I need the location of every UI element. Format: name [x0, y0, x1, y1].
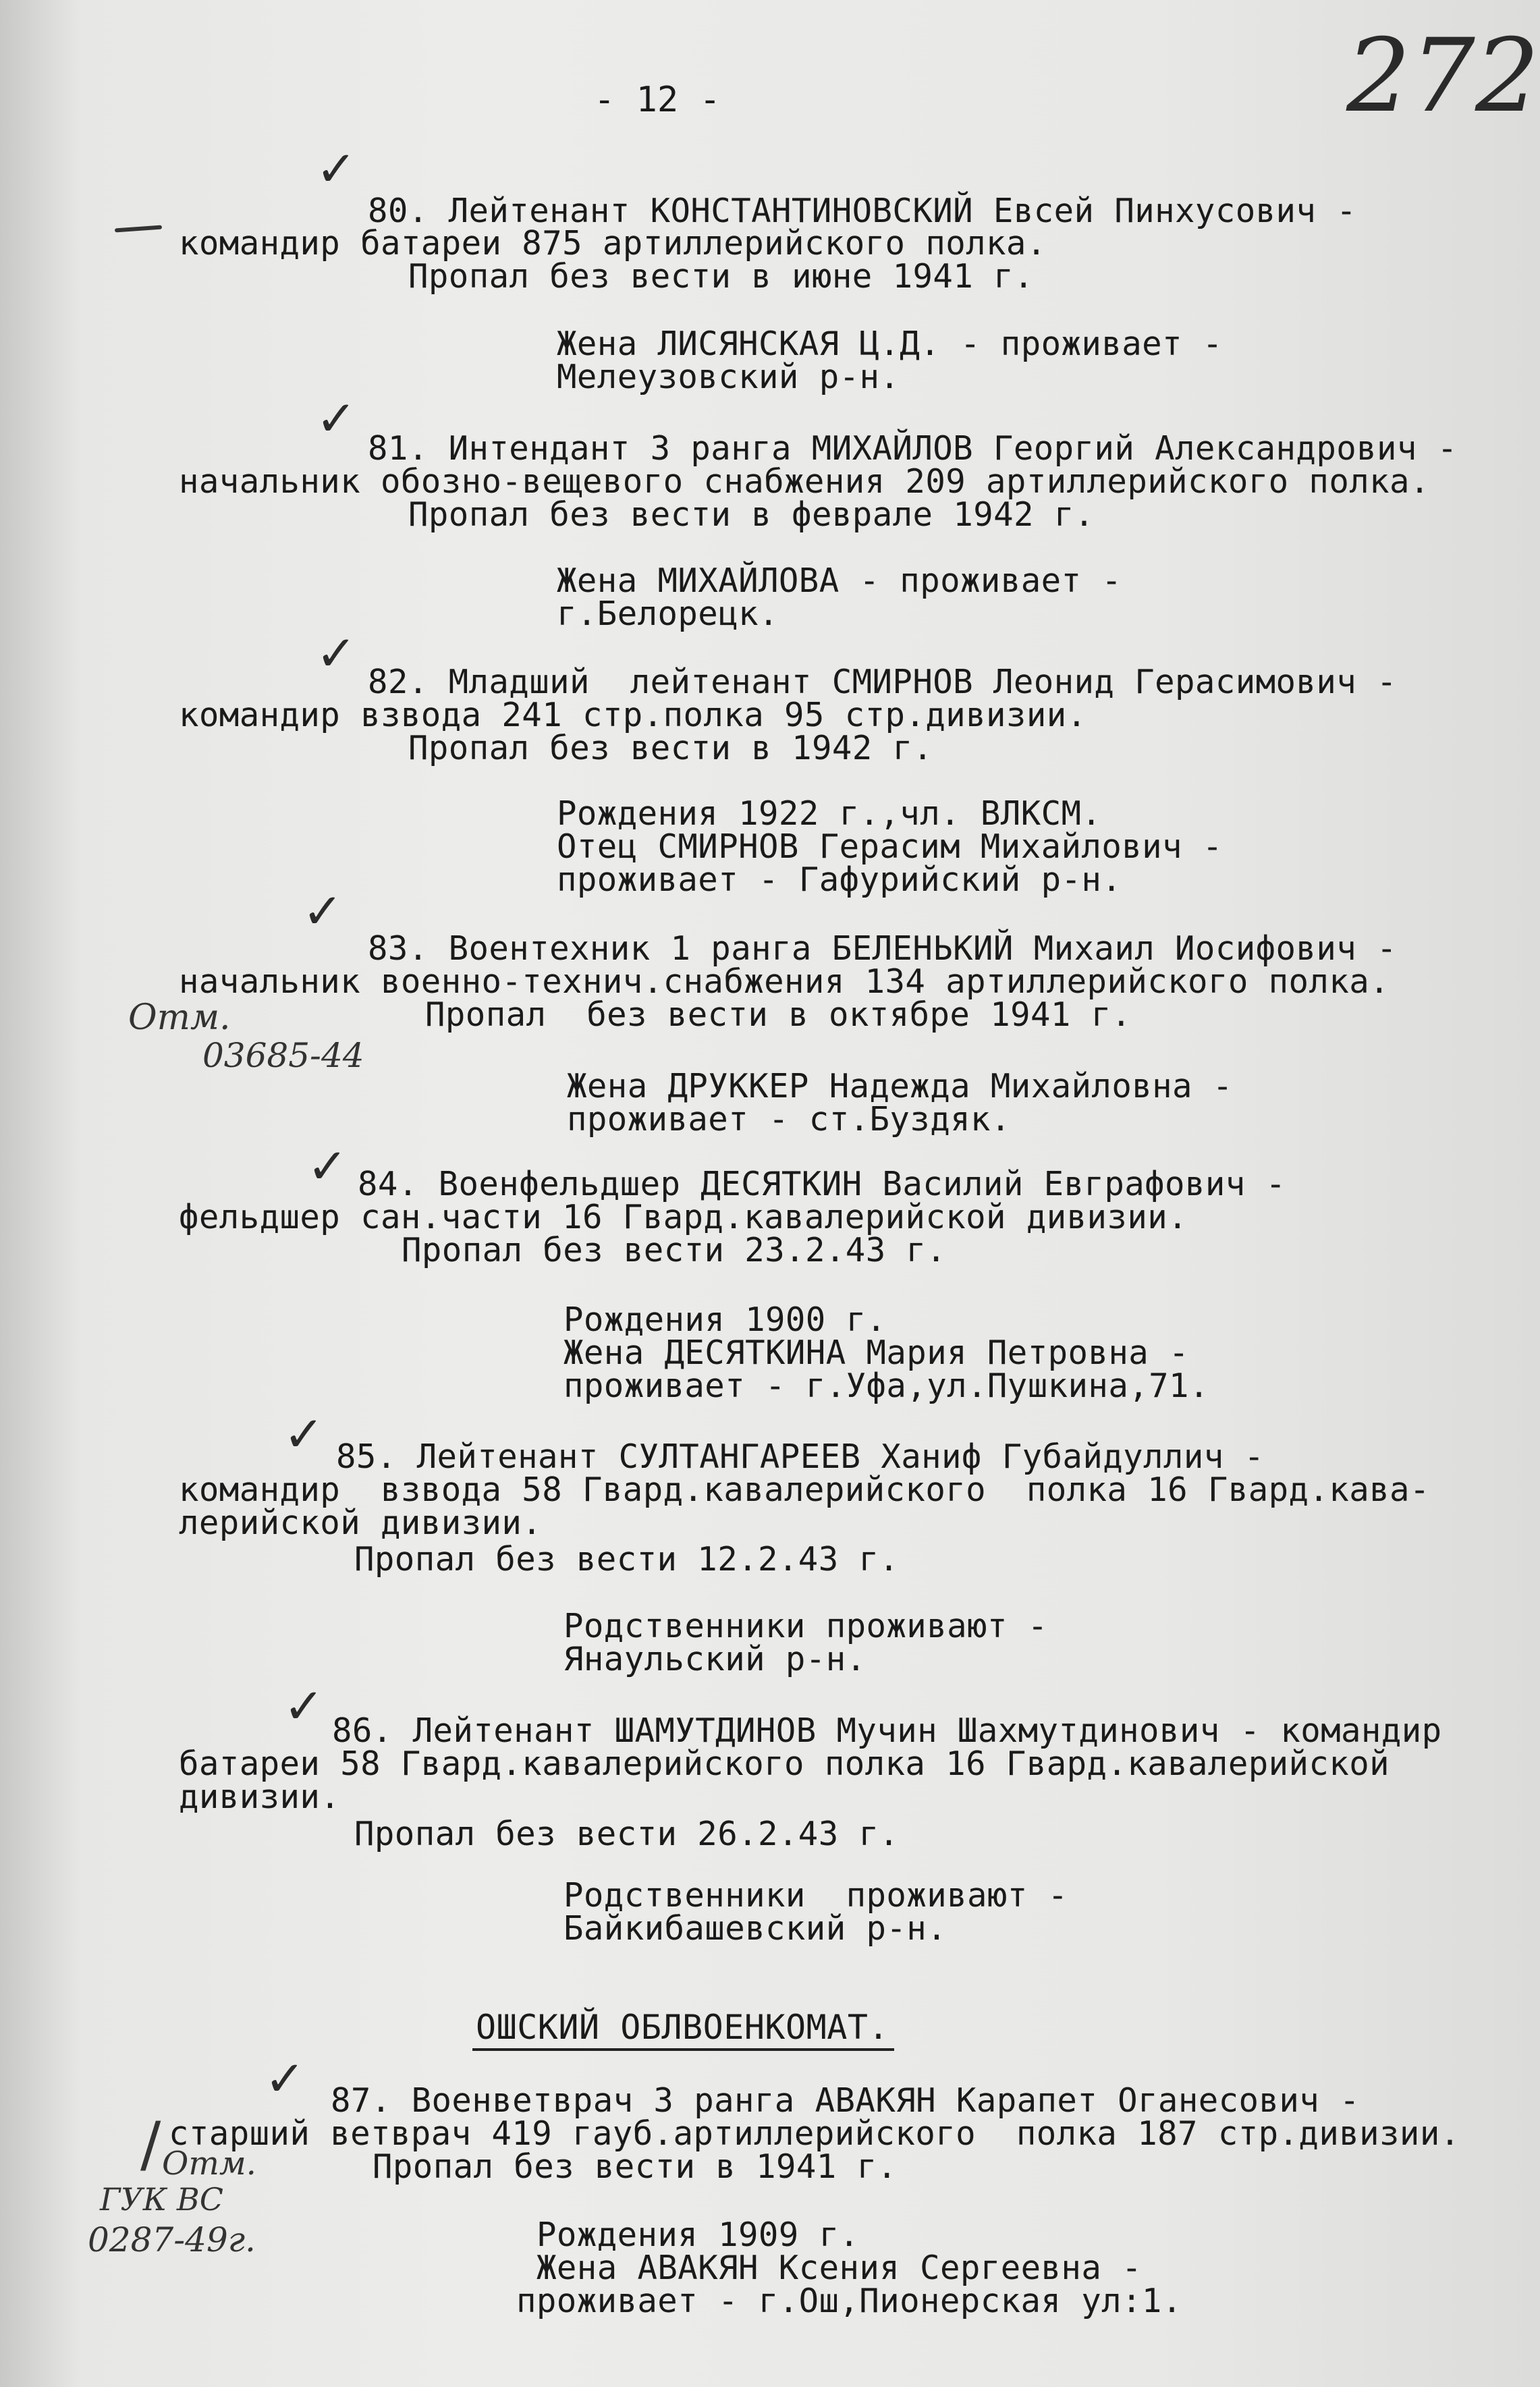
entry-83-line-1: 83. Воентехник 1 ранга БЕЛЕНЬКИЙ Михаил Иосифович -: [368, 929, 1397, 968]
margin-dash-mark: [115, 225, 162, 233]
entry-84-line-1: 84. Военфельдшер ДЕСЯТКИН Василий Евграфович -: [358, 1165, 1286, 1203]
entry-82-line-3: Пропал без вести в 1942 г.: [408, 729, 933, 767]
entry-84-line-4: Рождения 1900 г.: [563, 1300, 887, 1339]
entry-81-line-3: Пропал без вести в феврале 1942 г.: [408, 495, 1095, 534]
entry-86-line-2: батареи 58 Гвард.кавалерийского полка 16 Гвард.кавалерийской: [179, 1745, 1390, 1783]
handwritten-note: Отм.: [128, 997, 231, 1038]
entry-84-line-5: Жена ДЕСЯТКИНА Мария Петровна -: [563, 1334, 1189, 1372]
check-mark-icon: ✓: [316, 140, 357, 197]
entry-87-line-2: старший ветврач 419 гауб.артиллерийского полка 187 стр.дивизии.: [169, 2114, 1460, 2153]
entry-84-line-3: Пропал без вести 23.2.43 г.: [402, 1231, 947, 1269]
entry-82-line-4: Рождения 1922 г.,чл. ВЛКСМ.: [557, 794, 1102, 833]
handwritten-note: Отм.: [162, 2145, 256, 2183]
entry-87-line-4: Рождения 1909 г.: [537, 2216, 860, 2254]
entry-83-line-2: начальник военно-технич.снабжения 134 артиллерийского полка.: [179, 962, 1390, 1001]
entry-80-line-1: 80. Лейтенант КОНСТАНТИНОВСКИЙ Евсей Пинхусович -: [368, 192, 1357, 230]
entry-85-line-4: Пропал без вести 12.2.43 г.: [354, 1540, 900, 1579]
margin-mark-icon: /: [140, 2109, 161, 2180]
entry-87-line-3: Пропал без вести в 1941 г.: [373, 2147, 898, 2186]
handwritten-note: ГУК ВС: [100, 2181, 223, 2218]
entry-83-line-3: Пропал без вести в октябре 1941 г.: [425, 995, 1132, 1034]
entry-86-line-4: Пропал без вести 26.2.43 г.: [354, 1815, 900, 1853]
entry-85-line-6: Янаульский р-н.: [563, 1640, 867, 1678]
entry-85-line-1: 85. Лейтенант СУЛТАНГАРЕЕВ Ханиф Губайдуллич -: [336, 1437, 1265, 1476]
entry-86-line-1: 86. Лейтенант ШАМУТДИНОВ Мучин Шахмутдинович - командир: [332, 1711, 1442, 1750]
section-heading: ОШСКИЙ ОБЛВОЕНКОМАТ.: [476, 2008, 889, 2047]
page-number: - 12 -: [594, 80, 721, 120]
check-mark-icon: ✓: [283, 1678, 325, 1734]
entry-80-line-3: Пропал без вести в июне 1941 г.: [408, 257, 1034, 296]
entry-82-line-2: командир взвода 241 стр.полка 95 стр.дивизии.: [179, 696, 1087, 734]
entry-87-line-6: проживает - г.Ош,Пионерская ул:1.: [516, 2282, 1182, 2320]
entry-81-line-5: г.Белорецк.: [557, 595, 779, 633]
check-mark-icon: ✓: [316, 625, 357, 682]
entry-86-line-3: дивизии.: [179, 1778, 341, 1816]
check-mark-icon: ✓: [265, 2050, 306, 2107]
entry-84-line-2: фельдшер сан.части 16 Гвард.кавалерийской дивизии.: [179, 1198, 1188, 1236]
entry-86-line-5: Родственники проживают -: [563, 1876, 1068, 1915]
handwritten-note: 03685-44: [202, 1036, 364, 1075]
entry-80-line-2: командир батареи 875 артиллерийского полка.: [179, 224, 1047, 263]
entry-81-line-2: начальник обозно-вещевого снабжения 209 артиллерийского полка.: [179, 462, 1430, 501]
entry-84-line-6: проживает - г.Уфа,ул.Пушкина,71.: [563, 1367, 1209, 1405]
check-mark-icon: ✓: [307, 1138, 348, 1195]
entry-85-line-3: лерийской дивизии.: [179, 1504, 543, 1542]
check-mark-icon: ✓: [316, 390, 357, 447]
check-mark-icon: ✓: [283, 1406, 325, 1462]
heading-underline: [472, 2048, 894, 2051]
handwritten-note: 0287-49г.: [88, 2220, 256, 2259]
entry-80-line-5: Мелеузовский р-н.: [557, 358, 900, 396]
check-mark-icon: ✓: [302, 883, 343, 939]
entry-83-line-4: Жена ДРУККЕР Надежда Михайловна -: [567, 1067, 1233, 1105]
entry-81-line-1: 81. Интендант 3 ранга МИХАЙЛОВ Георгий Александрович -: [368, 429, 1458, 468]
entry-83-line-5: проживает - ст.Буздяк.: [567, 1100, 1011, 1138]
entry-85-line-5: Родственники проживают -: [563, 1607, 1048, 1645]
entry-87-line-5: Жена АВАКЯН Ксения Сергеевна -: [537, 2249, 1143, 2287]
entry-82-line-1: 82. Младший лейтенант СМИРНОВ Леонид Герасимович -: [368, 663, 1397, 701]
entry-82-line-6: проживает - Гафурийский р-н.: [557, 860, 1122, 899]
entry-82-line-5: Отец СМИРНОВ Герасим Михайлович -: [557, 827, 1223, 866]
entry-85-line-2: командир взвода 58 Гвард.кавалерийского полка 16 Гвард.кава-: [179, 1471, 1430, 1509]
entry-80-line-4: Жена ЛИСЯНСКАЯ Ц.Д. - проживает -: [557, 325, 1223, 363]
archive-number: 272: [1346, 18, 1540, 135]
entry-86-line-6: Байкибашевский р-н.: [563, 1909, 947, 1948]
entry-81-line-4: Жена МИХАЙЛОВА - проживает -: [557, 561, 1122, 600]
entry-87-line-1: 87. Военветврач 3 ранга АВАКЯН Карапет Оганесович -: [331, 2081, 1360, 2120]
